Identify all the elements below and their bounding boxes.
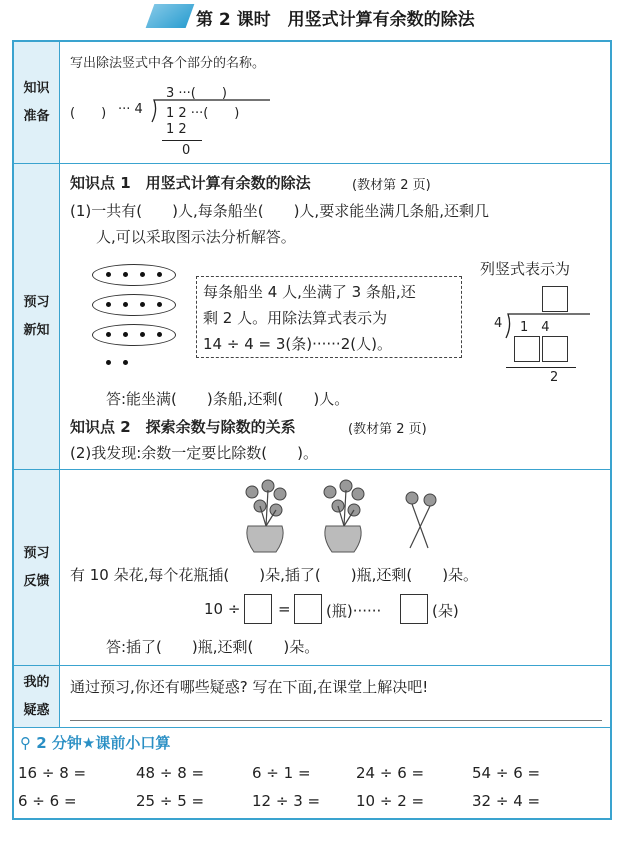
section-knowledge-prep: [14, 42, 610, 164]
section-my-questions: [14, 666, 610, 728]
mental-item: 6 ÷ 1 =: [252, 764, 311, 782]
remainder-value: 0: [182, 143, 191, 158]
flower-icon: [246, 480, 436, 516]
mental-item: 54 ÷ 6 =: [472, 764, 541, 782]
equation-unit-vases: (瓶)······: [326, 602, 382, 620]
feedback-answer: 答:插了( )瓶,还剩( )朵。: [106, 638, 320, 656]
worksheet-frame: [12, 40, 612, 820]
quotient-box[interactable]: [542, 286, 568, 312]
flower-vases-illustration: [230, 478, 450, 558]
subtraction-line: [162, 140, 202, 141]
questions-prompt: 通过预习,你还有哪些疑惑? 写在下面,在课堂上解决吧!: [70, 678, 429, 696]
divisor-box[interactable]: [244, 594, 272, 624]
product-box-tens[interactable]: [514, 336, 540, 362]
point2-ref: (教材第 2 页): [348, 422, 427, 437]
mental-item: 24 ÷ 6 =: [356, 764, 425, 782]
explanation-line1: 每条船坐 4 人,坐满了 3 条船,还: [203, 283, 416, 301]
divisor-dots: ··· 4: [118, 102, 143, 117]
mental-item: 10 ÷ 2 =: [356, 792, 425, 810]
point2-title: 知识点 2 探索余数与除数的关系: [70, 418, 296, 436]
page-title: 第 2 课时 用竖式计算有余数的除法: [196, 10, 475, 30]
header-ribbon-icon: [146, 4, 195, 28]
section-label: 我的 疑惑: [14, 666, 60, 727]
section-label: 知识 准备: [14, 42, 60, 163]
person-dot: [123, 272, 128, 277]
point1-title: 知识点 1 用竖式计算有余数的除法: [70, 174, 311, 192]
question-1-line1: (1)一共有( )人,每条船坐( )人,要求能坐满几条船,还剩几: [70, 202, 489, 220]
vertical-subtraction-line: [506, 367, 576, 368]
section-new-knowledge: [14, 164, 610, 470]
section-preview-feedback: [14, 470, 610, 666]
explanation-line3: 14 ÷ 4 = 3(条)······2(人)。: [203, 335, 392, 353]
product-box-ones[interactable]: [542, 336, 568, 362]
remainder-box[interactable]: [400, 594, 428, 624]
page-header: [0, 0, 624, 34]
person-dot: [140, 302, 145, 307]
point1-ref: (教材第 2 页): [352, 178, 431, 193]
person-dot: [140, 272, 145, 277]
person-dot: [157, 332, 162, 337]
quotient-box[interactable]: [294, 594, 322, 624]
person-dot: [157, 302, 162, 307]
mental-item: 12 ÷ 3 =: [252, 792, 321, 810]
answer-1: 答:能坐满( )条船,还剩( )人。: [106, 390, 350, 408]
mental-math-section: [14, 728, 610, 818]
person-dot: [157, 272, 162, 277]
person-dot: [140, 332, 145, 337]
explanation-box: [196, 276, 462, 358]
person-dot: [106, 332, 111, 337]
equation-start: 10 ÷: [204, 600, 241, 618]
boat-oval: [92, 294, 176, 316]
person-dot: [123, 332, 128, 337]
section-label: 预习 新知: [14, 164, 60, 469]
mental-math-title: ⚲ 2 分钟★课前小口算: [20, 734, 171, 752]
vertical-dividend: 1 4: [520, 320, 550, 335]
divisor-name-blank[interactable]: ( ): [70, 106, 107, 121]
person-dot: [106, 302, 111, 307]
vertical-form-caption: 列竖式表示为: [480, 260, 571, 278]
mental-item: 48 ÷ 8 =: [136, 764, 205, 782]
person-dot: [106, 272, 111, 277]
mental-item: 6 ÷ 6 =: [18, 792, 77, 810]
vase-icon: [247, 526, 361, 552]
person-dot: [123, 302, 128, 307]
vertical-divisor: 4: [494, 316, 503, 331]
mental-item: 16 ÷ 8 =: [18, 764, 87, 782]
section-label: 预习 反馈: [14, 470, 60, 665]
quotient-line: 3 ···( ): [166, 86, 227, 101]
mental-item: 25 ÷ 5 =: [136, 792, 205, 810]
instruction-text: 写出除法竖式中各个部分的名称。: [70, 56, 266, 71]
boat-oval: [92, 324, 176, 346]
person-dot: [106, 360, 111, 365]
equation-unit-flowers: (朵): [432, 602, 459, 620]
question-2: (2)我发现:余数一定要比除数( )。: [70, 444, 319, 462]
mental-item: 32 ÷ 4 =: [472, 792, 541, 810]
question-1-line2: 人,可以采取图示法分析解答。: [96, 228, 296, 246]
person-dot: [123, 360, 128, 365]
boat-oval: [92, 264, 176, 286]
writing-line[interactable]: [70, 720, 602, 721]
magnifier-icon: ⚲: [20, 734, 31, 752]
dividend-line: 1 2 ···( ): [166, 106, 240, 121]
feedback-question: 有 10 朵花,每个花瓶插( )朵,插了( )瓶,还剩( )朵。: [70, 566, 479, 584]
explanation-line2: 剩 2 人。用除法算式表示为: [203, 309, 388, 327]
vertical-remainder: 2: [550, 370, 559, 385]
equation-equals: =: [278, 600, 291, 618]
product-line: 1 2: [166, 122, 187, 137]
